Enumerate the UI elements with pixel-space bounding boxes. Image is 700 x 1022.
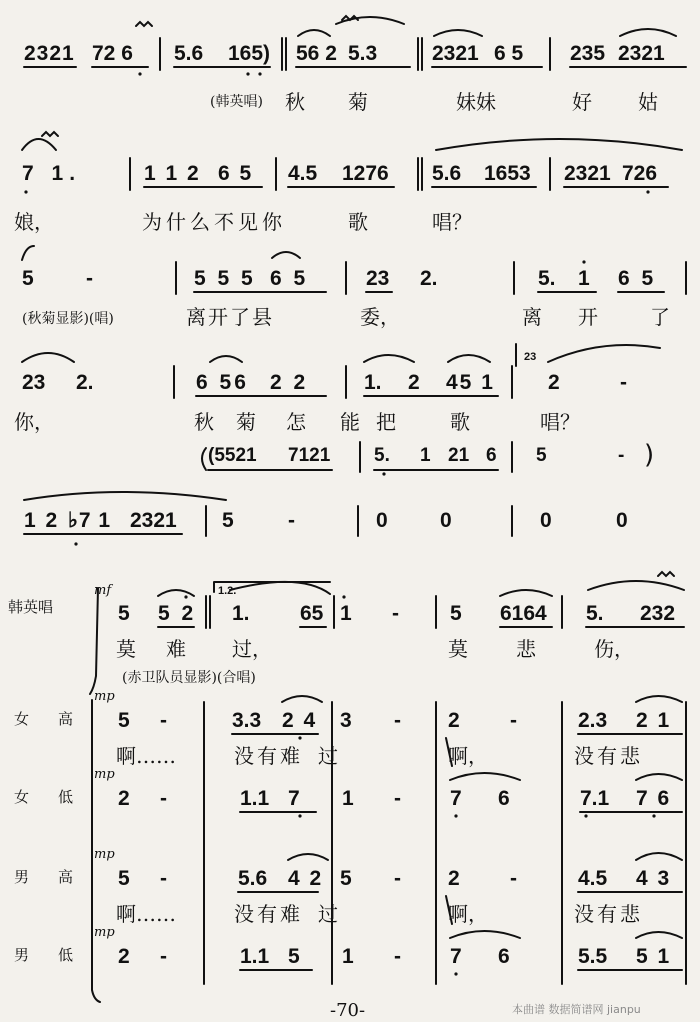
page-number: -70- [330, 1000, 366, 1021]
lyric: 好 [572, 90, 592, 114]
note-group: - [510, 709, 517, 732]
note-group: 0 [440, 509, 452, 532]
note-group: 2321 [564, 162, 611, 185]
note-group: 1. [232, 602, 250, 625]
note-group: - [394, 945, 401, 968]
note-group: 2 [448, 709, 460, 732]
note-group: 0 [376, 509, 388, 532]
lyric: 没有难 [234, 744, 303, 768]
note-group: 1 [578, 267, 590, 290]
note-group: - [620, 371, 627, 394]
note-group: 7 1. [22, 162, 82, 185]
note-group: 0 [616, 509, 628, 532]
lyric: 你， [14, 410, 54, 434]
note-group: 726 [622, 162, 658, 185]
slur [22, 139, 56, 150]
singer-label: (韩英唱) [210, 94, 263, 110]
note-group: - [510, 867, 517, 890]
lyric: 菊 [236, 410, 256, 434]
note-group: - [392, 602, 399, 625]
lyric: 啊…… [116, 902, 176, 926]
lyric: 没有悲 [574, 744, 643, 768]
octave-dot [454, 814, 457, 817]
dynamic-mp: mp [94, 767, 115, 782]
octave-dot [646, 190, 649, 193]
octave-dot [298, 814, 301, 817]
slur [636, 696, 682, 702]
note-group: - [394, 787, 401, 810]
note-group: 1.1 [240, 787, 270, 810]
note-group: ♭7 1 [68, 509, 112, 532]
note-group: 7.1 [580, 787, 610, 810]
part-label-nvdi-2: 低 [58, 788, 74, 806]
note-group: - [618, 445, 625, 466]
note-group: 1653 [484, 162, 531, 185]
note-group: 5.5 [578, 945, 608, 968]
note-group: 7 [450, 945, 462, 968]
note-group: 5.6 [238, 867, 268, 890]
note-group: 6 5 [618, 267, 657, 290]
note-group: 2 [548, 371, 560, 394]
note-group: 2321 [24, 42, 75, 65]
note-group: 5 [288, 945, 300, 968]
lyric: 开 [578, 305, 598, 329]
lyric: 妹妹 [456, 90, 496, 114]
note-group: 6 5 [494, 42, 524, 65]
lyric: 能 [340, 410, 360, 434]
close-paren: ) [644, 440, 655, 470]
dynamic-mp: mp [94, 689, 115, 704]
lyric: 没有难 [234, 902, 303, 926]
note-group: 1 [342, 787, 354, 810]
note-group: 1276 [342, 162, 389, 185]
lyric: 为什么不见你 [142, 210, 286, 234]
note-group: 1 [420, 445, 431, 466]
note-group: - [160, 709, 167, 732]
voice-divider [446, 896, 452, 924]
lyric: 菊 [348, 90, 368, 114]
part-label-nandi-1: 男 [14, 946, 30, 964]
note-group: 5 [340, 867, 352, 890]
note-group: 0 [540, 509, 552, 532]
note-group: 4 3 [636, 867, 672, 890]
note-group: 1 1 2 [144, 162, 201, 185]
lyric: 歌 [450, 410, 470, 434]
lyric: 秋 [285, 90, 305, 114]
slur [450, 931, 520, 938]
note-group: 56 2 [296, 42, 337, 65]
octave-dot [298, 736, 301, 739]
note-group: 2 [448, 867, 460, 890]
note-group: 2321 [432, 42, 479, 65]
part-label-nangao-2: 高 [58, 868, 74, 886]
lyric: 离 [522, 305, 542, 329]
note-group: - [394, 709, 401, 732]
note-group: 1.1 [240, 945, 270, 968]
part-label-nangao-1: 男 [14, 868, 30, 886]
trill-mark [342, 16, 358, 20]
note-group: 5. [586, 602, 604, 625]
note-group: 21 [448, 445, 470, 466]
note-group: 23 [22, 371, 46, 394]
volta-label: 1.2. [218, 585, 237, 597]
note-group: 65 [300, 602, 324, 625]
note-group: 235 [570, 42, 606, 65]
lyric: 难 [166, 637, 186, 661]
note-group: 6 [498, 787, 510, 810]
watermark: 本曲谱 数据简谱网 jianpu [512, 1003, 641, 1016]
slur [288, 854, 328, 860]
slur [500, 590, 552, 596]
lyric: 歌 [348, 210, 368, 234]
note-group: 2 [118, 787, 130, 810]
octave-dot [246, 72, 249, 75]
chorus-label: (赤卫队员显影)(合唱) [122, 670, 256, 686]
lyric: 离开了县 [186, 305, 274, 329]
bracket [202, 448, 206, 470]
note-group: (5521 [208, 445, 257, 466]
note-group: 45 1 [446, 371, 495, 394]
slur [450, 773, 520, 780]
note-group: 5 [118, 602, 130, 625]
slur [336, 17, 404, 24]
note-group: 4.5 [288, 162, 318, 185]
slur [364, 355, 414, 362]
note-group: 2 2 [270, 371, 309, 394]
note-group: - [160, 945, 167, 968]
note-group: 5 [22, 267, 34, 290]
octave-dot [582, 260, 585, 263]
note-group: 5 [118, 709, 130, 732]
note-group: 5 [450, 602, 462, 625]
note-group: 5. [374, 445, 390, 466]
lyric: 莫 [116, 637, 136, 661]
note-group: 6 [498, 945, 510, 968]
note-group: 5 [222, 509, 234, 532]
note-group: 5.6 [432, 162, 462, 185]
note-group: 7 [450, 787, 462, 810]
lyric: 委， [360, 305, 400, 329]
part-label-nvgao-1: 女 [14, 710, 30, 728]
slur [282, 696, 322, 702]
lyric: 娘， [14, 210, 54, 234]
lyric: 怎 [286, 410, 306, 434]
lyric: 啊…… [116, 744, 176, 768]
lyric: 了 [650, 305, 670, 329]
note-group: 4 2 [288, 867, 324, 890]
note-group: 7 [288, 787, 300, 810]
note-group: 23 [366, 267, 390, 290]
dynamic-mp: mp [94, 847, 115, 862]
note-group: - [288, 509, 295, 532]
note-group: 6 5 [270, 267, 309, 290]
part-label-han: 韩英唱 [8, 598, 54, 616]
note-group: 72 6 [92, 42, 133, 65]
slur [636, 853, 682, 860]
note-group: 2321 [618, 42, 665, 65]
part-label-nandi-2: 低 [58, 946, 74, 964]
note-group: 5. [538, 267, 556, 290]
slur [448, 355, 490, 362]
lyric: 过 [318, 744, 338, 768]
note-group: 3 [340, 709, 352, 732]
slur [636, 774, 682, 780]
note-group: - [86, 267, 93, 290]
part-label-nvgao-2: 高 [58, 710, 74, 728]
octave-dot [138, 72, 141, 75]
singer-label: (秋菊显影)(唱) [22, 311, 114, 327]
dynamic-mp: mp [94, 925, 115, 940]
octave-dot [382, 472, 385, 475]
slur [22, 246, 34, 260]
note-group: - [394, 867, 401, 890]
note-group: 3.3 [232, 709, 262, 732]
lyric: 没有悲 [574, 902, 643, 926]
note-group: 5 5 5 [194, 267, 256, 290]
dynamic-mf: mf [94, 583, 112, 598]
octave-dot [24, 190, 27, 193]
lyric: 悲 [516, 637, 536, 661]
note-group: 2 4 [282, 709, 318, 732]
lyric: 姑 [638, 90, 658, 114]
note-group: 2 [118, 945, 130, 968]
lyric: 啊， [448, 744, 488, 768]
slur [230, 582, 330, 594]
note-group: 6 [486, 445, 497, 466]
lyric: 唱？ [432, 210, 472, 234]
slur [636, 932, 682, 938]
trill-mark [658, 572, 674, 576]
slur [298, 30, 330, 36]
voice-divider [446, 738, 452, 766]
lyric: 唱？ [540, 410, 580, 434]
octave-dot [652, 814, 655, 817]
note-group: 165) [228, 42, 271, 65]
slur [22, 353, 74, 362]
slur [272, 252, 300, 258]
note-group: 2 [408, 371, 420, 394]
lyric: 啊， [448, 902, 488, 926]
slur [434, 30, 482, 36]
note-group: 1 2 [24, 509, 60, 532]
octave-dot [258, 72, 261, 75]
note-group: 232 [640, 602, 676, 625]
octave-dot [454, 972, 457, 975]
score-bracket [90, 588, 98, 694]
note-group: 5.3 [348, 42, 378, 65]
note-group: 6 5 [218, 162, 254, 185]
note-group: 6 56 [196, 371, 249, 394]
note-group: 2 1 [636, 709, 672, 732]
note-group: 5 [118, 867, 130, 890]
note-group: 7121 [288, 445, 331, 466]
slur [620, 29, 676, 36]
score-bracket [92, 700, 100, 1002]
note-group: 5 1 [636, 945, 672, 968]
octave-dot [184, 595, 187, 598]
part-label-nvdi-1: 女 [14, 788, 30, 806]
note-group: - [160, 867, 167, 890]
lyric: 过 [318, 902, 338, 926]
note-group: 1 [340, 602, 352, 625]
slur [548, 345, 660, 362]
slur [158, 590, 194, 596]
note-group: 1 [342, 945, 354, 968]
trill-mark [42, 132, 58, 136]
octave-dot [342, 595, 345, 598]
lyric: 莫 [448, 637, 468, 661]
lyric: 秋 [194, 410, 214, 434]
note-group: - [160, 787, 167, 810]
slur [436, 139, 682, 150]
note-group: 2321 [130, 509, 177, 532]
note-group: 5 [536, 445, 547, 466]
octave-dot [74, 542, 77, 545]
note-group: 2. [420, 267, 438, 290]
note-group: 4.5 [578, 867, 608, 890]
octave-dot [584, 814, 587, 817]
trill-mark [136, 22, 152, 26]
note-group: 5 2 [158, 602, 197, 625]
note-group: 1. [364, 371, 382, 394]
slur [24, 492, 226, 500]
note-group: 2. [76, 371, 94, 394]
grace-notes: 23 [524, 351, 537, 363]
slur [210, 356, 242, 362]
note-group: 5.6 [174, 42, 204, 65]
lyric: 把 [376, 410, 396, 434]
note-group: 7 6 [636, 787, 672, 810]
lyric: 伤， [594, 637, 634, 661]
note-group: 6164 [500, 602, 547, 625]
note-group: 2.3 [578, 709, 608, 732]
slur [588, 581, 684, 590]
lyric: 过， [232, 637, 272, 661]
